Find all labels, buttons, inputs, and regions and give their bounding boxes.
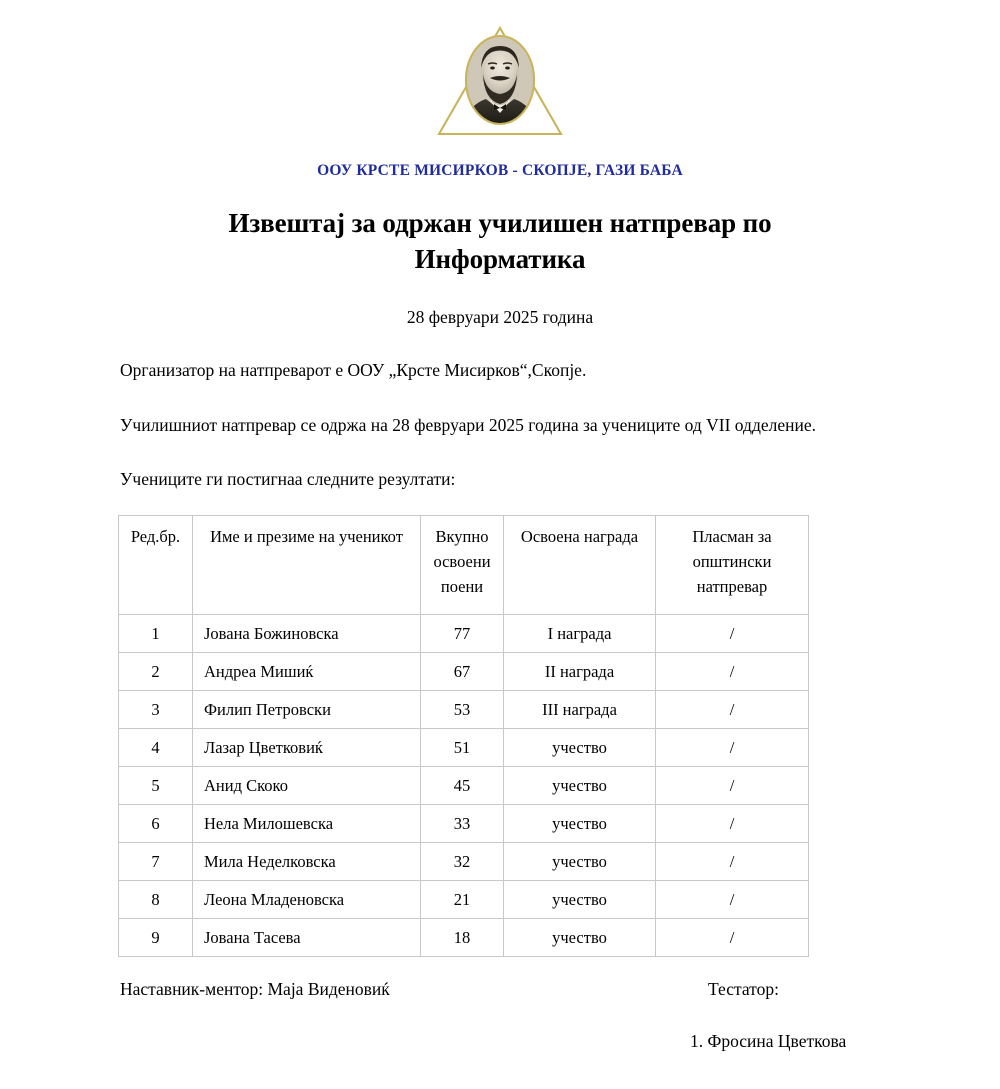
paragraph-organizer: Организатор на натпреварот е ООУ „Крсте Мисирков“,Скопје.: [120, 360, 587, 381]
cell-name: Леона Младеновска: [193, 881, 421, 919]
tester-label: Тестатор:: [708, 979, 779, 1000]
cell-placement: /: [656, 805, 809, 843]
cell-name: Филип Петровски: [193, 691, 421, 729]
cell-prize: учество: [504, 805, 656, 843]
school-name-heading: ООУ КРСТЕ МИСИРКОВ - СКОПЈЕ, ГАЗИ БАБА: [317, 162, 683, 179]
cell-name: Анид Скоко: [193, 767, 421, 805]
table-body: [119, 615, 809, 957]
school-emblem-icon: [420, 18, 580, 140]
cell-points: 77: [421, 615, 504, 653]
column-header-points: Вкупно освоени поени: [421, 516, 504, 615]
results-table-container: [118, 515, 808, 957]
cell-placement: /: [656, 919, 809, 957]
table-row: [119, 653, 809, 691]
cell-prize: I награда: [504, 615, 656, 653]
table-row: [119, 843, 809, 881]
column-header-placement: Пласман за општински натпревар: [656, 516, 809, 615]
cell-prize: учество: [504, 729, 656, 767]
cell-placement: /: [656, 843, 809, 881]
cell-name: Јована Божиновска: [193, 615, 421, 653]
cell-number: 8: [119, 881, 193, 919]
cell-name: Андреа Мишиќ: [193, 653, 421, 691]
cell-placement: /: [656, 767, 809, 805]
table-header-row: [119, 516, 809, 615]
cell-points: 53: [421, 691, 504, 729]
cell-name: Мила Неделковска: [193, 843, 421, 881]
cell-number: 1: [119, 615, 193, 653]
tester-name: 1. Фросина Цветкова: [690, 1031, 847, 1052]
cell-placement: /: [656, 729, 809, 767]
cell-placement: /: [656, 615, 809, 653]
column-header-name: Име и презиме на ученикот: [193, 516, 421, 615]
cell-prize: учество: [504, 843, 656, 881]
cell-prize: учество: [504, 767, 656, 805]
cell-prize: учество: [504, 919, 656, 957]
cell-prize: II награда: [504, 653, 656, 691]
column-header-number: Ред.бр.: [119, 516, 193, 615]
table-row: [119, 881, 809, 919]
cell-name: Јована Тасева: [193, 919, 421, 957]
cell-points: 21: [421, 881, 504, 919]
cell-name: Нела Милошевска: [193, 805, 421, 843]
cell-prize: учество: [504, 881, 656, 919]
cell-number: 5: [119, 767, 193, 805]
cell-number: 3: [119, 691, 193, 729]
cell-points: 51: [421, 729, 504, 767]
cell-points: 45: [421, 767, 504, 805]
table-row: [119, 615, 809, 653]
table-row: [119, 805, 809, 843]
column-header-prize: Освоена награда: [504, 516, 656, 615]
paragraph-competition-details: Училишниот натпревар се одржа на 28 февруари 2025 година за учениците од VII одделение.: [120, 414, 816, 435]
cell-points: 32: [421, 843, 504, 881]
cell-number: 9: [119, 919, 193, 957]
cell-prize: III награда: [504, 691, 656, 729]
cell-points: 33: [421, 805, 504, 843]
cell-placement: /: [656, 653, 809, 691]
table-row: [119, 919, 809, 957]
results-table: [118, 515, 809, 957]
cell-points: 18: [421, 919, 504, 957]
cell-number: 6: [119, 805, 193, 843]
paragraph-results-intro: Учениците ги постигнаа следните резултати:: [120, 468, 456, 489]
cell-placement: /: [656, 881, 809, 919]
cell-placement: /: [656, 691, 809, 729]
table-row: [119, 729, 809, 767]
school-logo-container: [0, 0, 1000, 132]
cell-points: 67: [421, 653, 504, 691]
table-row: [119, 767, 809, 805]
cell-number: 2: [119, 653, 193, 691]
cell-number: 4: [119, 729, 193, 767]
body-text: [120, 356, 882, 493]
cell-number: 7: [119, 843, 193, 881]
page-title: Извештај за одржан училишен натпревар по Информатика: [228, 208, 772, 274]
table-header: [119, 516, 809, 615]
table-row: [119, 691, 809, 729]
mentor-signature: Наставник-ментор: Маја Виденовиќ: [120, 979, 390, 1000]
signature-footer: [0, 979, 1000, 1089]
document-date: 28 февруари 2025 година: [406, 307, 594, 328]
cell-name: Лазар Цветковиќ: [193, 729, 421, 767]
